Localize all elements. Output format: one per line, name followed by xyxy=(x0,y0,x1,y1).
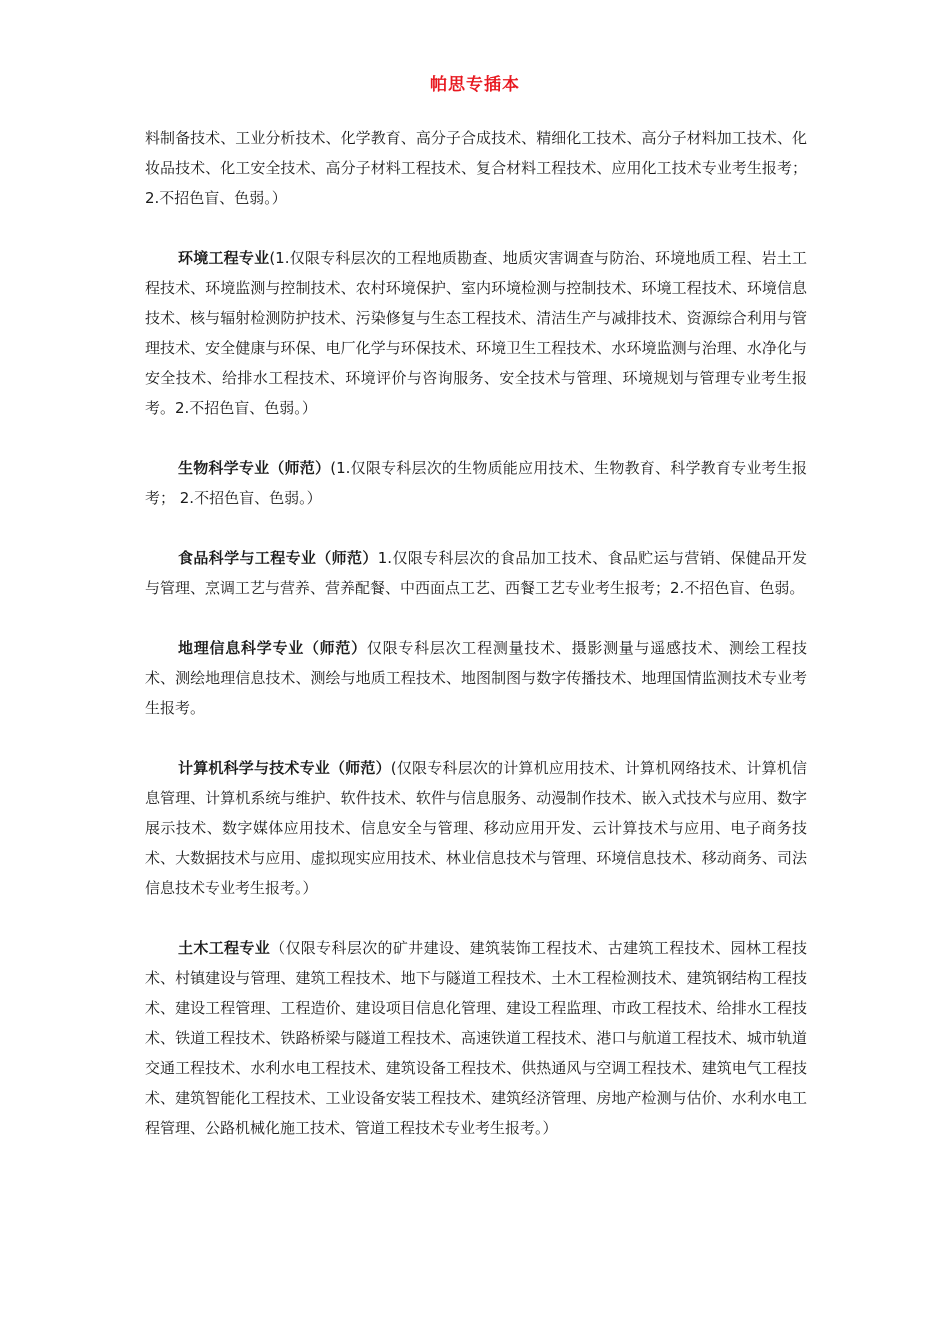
paragraph-environmental-engineering xyxy=(145,243,807,423)
paragraph-food-science xyxy=(145,543,807,603)
major-title: 土木工程专业 xyxy=(178,939,271,957)
paragraph-body: (1.仅限专科层次的生物质能应用技术、生物教育、科学教育专业考生报考； 2.不招色盲、色弱。） xyxy=(145,459,807,507)
paragraph-body: (仅限专科层次的计算机应用技术、计算机网络技术、计算机信息管理、计算机系统与维护、软件技术、软件与信息服务、动漫制作技术、嵌入式技术与应用、数字展示技术、数字媒体应用技术、信息安全与管理、移动应用开发、云计算技术与应用、电子商务技术、大数据技术与应用、虚拟现实应用技术、林业信息技术与管理、环境信息技术、移动商务、司法信息技术专业考生报考。） xyxy=(145,759,807,897)
page-header-title: 帕思专插本 xyxy=(430,75,520,95)
major-title: 生物科学专业（师范） xyxy=(178,459,331,477)
major-title: 食品科学与工程专业（师范） xyxy=(178,549,378,567)
document-body xyxy=(145,123,807,1173)
paragraph-body: （仅限专科层次的矿井建设、建筑装饰工程技术、古建筑工程技术、园林工程技术、村镇建设与管理、建筑工程技术、地下与隧道工程技术、土木工程检测技术、建筑钢结构工程技术、建设工程管理、工程造价、建设项目信息化管理、建设工程监理、市政工程技术、给排水工程技术、铁道工程技术、铁路桥梁与隧道工程技术、高速铁道工程技术、港口与航道工程技术、城市轨道交通工程技术、水利水电工程技术、建筑设备工程技术、供热通风与空调工程技术、建筑电气工程技术、建筑智能化工程技术、工业设备安装工程技术、建筑经济管理、房地产检测与估价、水利水电工程管理、公路机械化施工技术、管道工程技术专业考生报考。） xyxy=(145,939,807,1137)
paragraph-civil-engineering xyxy=(145,933,807,1143)
paragraph-body: 料制备技术、工业分析技术、化学教育、高分子合成技术、精细化工技术、高分子材料加工技术、化妆品技术、化工安全技术、高分子材料工程技术、复合材料工程技术、应用化工技术专业考生报考；2.不招色盲、色弱。） xyxy=(145,129,807,207)
paragraph-continued xyxy=(145,123,807,213)
paragraph-body: (1.仅限专科层次的工程地质勘查、地质灾害调查与防治、环境地质工程、岩土工程技术、环境监测与控制技术、农村环境保护、室内环境检测与控制技术、环境工程技术、环境信息技术、核与辐射检测防护技术、污染修复与生态工程技术、清洁生产与减排技术、资源综合利用与管理技术、安全健康与环保、电厂化学与环保技术、环境卫生工程技术、水环境监测与治理、水净化与安全技术、给排水工程技术、环境评价与咨询服务、安全技术与管理、环境规划与管理专业考生报考。2.不招色盲、色弱。） xyxy=(145,249,807,417)
paragraph-computer-science xyxy=(145,753,807,903)
major-title: 环境工程专业 xyxy=(178,249,270,267)
paragraph-body: 1.仅限专科层次的食品加工技术、食品贮运与营销、保健品开发与管理、烹调工艺与营养、营养配餐、中西面点工艺、西餐工艺专业考生报考；2.不招色盲、色弱。 xyxy=(145,549,807,597)
paragraph-body: 仅限专科层次工程测量技术、摄影测量与遥感技术、测绘工程技术、测绘地理信息技术、测绘与地质工程技术、地图制图与数字传播技术、地理国情监测技术专业考生报考。 xyxy=(145,639,807,717)
major-title: 地理信息科学专业（师范） xyxy=(178,639,367,657)
paragraph-biological-science xyxy=(145,453,807,513)
paragraph-geographic-information xyxy=(145,633,807,723)
major-title: 计算机科学与技术专业（师范） xyxy=(178,759,391,777)
